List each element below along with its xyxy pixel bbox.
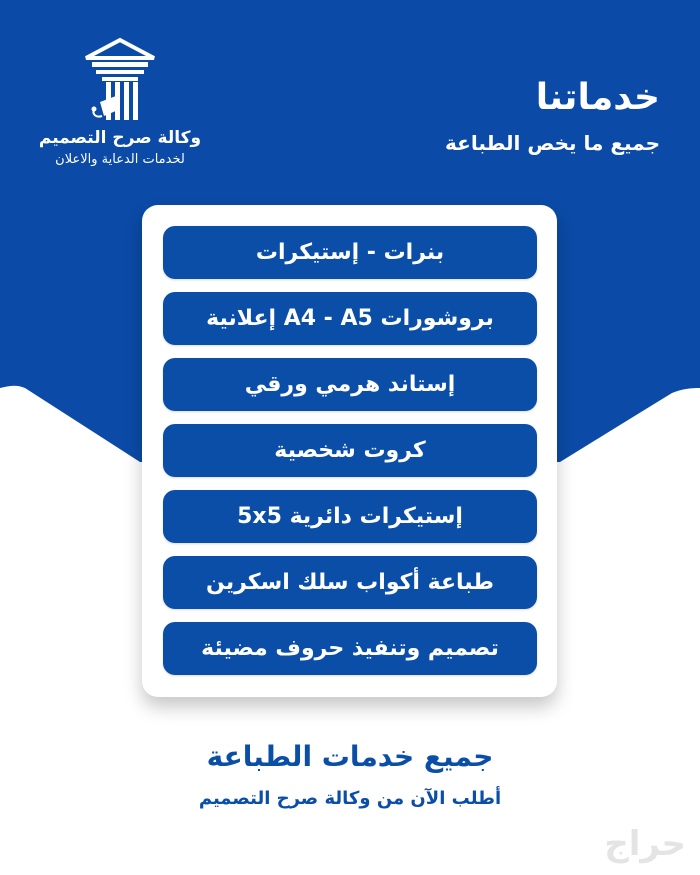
footer-title: جميع خدمات الطباعة [206,740,494,773]
service-business-cards[interactable]: كروت شخصية [163,424,537,477]
agency-tagline: لخدمات الدعاية والاعلان [55,152,185,167]
page-title: خدماتنا [535,77,660,118]
brand-logo [30,36,210,176]
service-round-stickers[interactable]: إستيكرات دائرية 5x5 [163,490,537,543]
service-cup-printing[interactable]: طباعة أكواب سلك اسكرين [163,556,537,609]
service-illuminated-letters[interactable]: تصميم وتنفيذ حروف مضيئة [163,622,537,675]
service-banners-stickers[interactable]: بنرات - إستيكرات [163,226,537,279]
footer-subtitle: أطلب الآن من وكالة صرح التصميم [198,788,502,809]
services-card [142,205,557,697]
service-brochures[interactable]: بروشورات A4 - A5 إعلانية [163,292,537,345]
haraj-watermark: حراج [604,824,686,864]
agency-name: وكالة صرح التصميم [38,128,202,148]
service-paper-stand[interactable]: إستاند هرمي ورقي [163,358,537,411]
page-subtitle: جميع ما يخص الطباعة [445,131,660,155]
pillar-pen-icon [80,36,160,126]
